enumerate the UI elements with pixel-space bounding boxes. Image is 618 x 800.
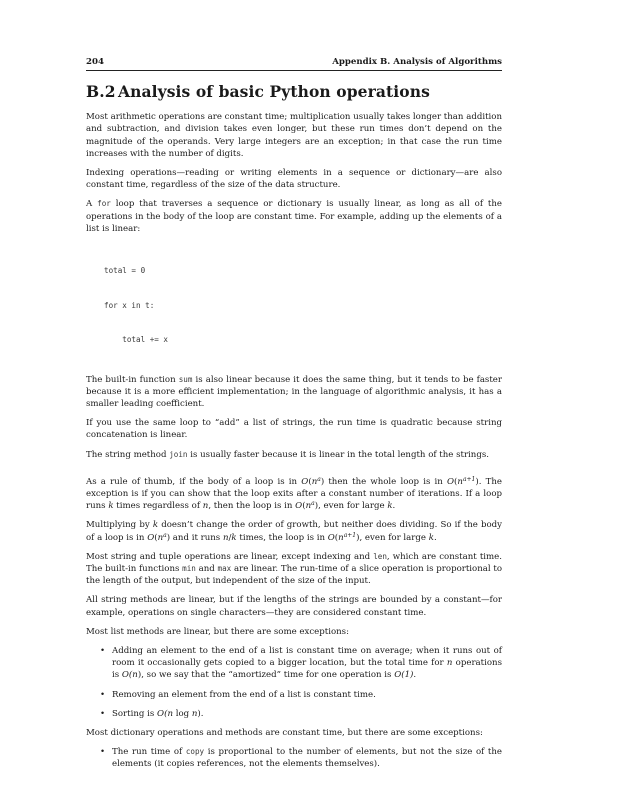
list-methods-exceptions <box>86 645 502 720</box>
section-title: Analysis of basic Python operations <box>118 82 430 102</box>
paragraph-for-loop: A for loop that traverses a sequence or dictionary is usually linear, as long as all of the operations in the body of the loop are constant time. For example, adding up the elements of a list is linear: <box>86 199 502 234</box>
running-title: Appendix B. Analysis of Algorithms <box>332 57 502 67</box>
list-dictionary-exceptions <box>86 746 502 770</box>
list-item: • The run time of copy is proportional to the number of elements, but not the size of the elements (it copies references, not the elements themselves). <box>112 746 502 770</box>
list-item: • Adding an element to the end of a list is constant time on average; when it runs out of room it occasionally gets copied to a bigger location, but the total time for n operations is O(n), so we say that the “amortized” time for one operation is O(1). <box>112 645 502 682</box>
page-number: 204 <box>86 57 104 67</box>
inline-code: sum <box>178 374 193 384</box>
code-line: total = 0 <box>104 266 146 276</box>
inline-code: max <box>217 563 232 573</box>
paragraph-string-tuple: Most string and tuple operations are linear, except indexing and len, which are constant time. The built-in functions min and max are linear. The run-time of a slice operation is proportional to the length of the output, but independent of the size of the input. <box>86 551 502 587</box>
page <box>86 56 502 778</box>
paragraph-string-add: If you use the same loop to “add” a list of strings, the run time is quadratic because string concatenation is linear. <box>86 418 502 441</box>
paragraph-string-methods: All string methods are linear, but if the lengths of the strings are bounded by a constant—for example, operations on single characters—they are considered constant time. <box>86 595 502 618</box>
section-heading <box>86 83 502 101</box>
paragraph-list-methods: Most list methods are linear, but there are some exceptions: <box>86 626 349 637</box>
inline-code: copy <box>185 747 205 757</box>
code-line: for x in t: <box>104 300 155 310</box>
inline-code: join <box>169 449 188 459</box>
paragraph-indexing: Indexing operations—reading or writing elements in a sequence or dictionary—are also constant time, regardless of the size of the data structure. <box>86 168 502 191</box>
paragraph-multiplying: Multiplying by k doesn’t change the order of growth, but neither does dividing. So if the body of a loop is in $O(n^a)$ and it runs n/k times, the loop is in $O(n^{a+1})$, even for large k. <box>86 520 502 543</box>
paragraph-join: The string method join is usually faster because it is linear in the total length of the strings. <box>86 449 489 460</box>
inline-code: min <box>182 563 196 573</box>
paragraph-rule-of-thumb: As a rule of thumb, if the body of a loop is in $O(n^a)$ then the whole loop is in $O(n^{a+1})$. The exception is if you can show that the loop exits after a constant number of iterations. If a loop runs k times regardless of n, then the loop is in $O(n^a)$, even for large k. <box>86 475 502 512</box>
running-header <box>86 56 502 71</box>
paragraph-sum: The built-in function sum is also linear because it does the same thing, but it tends to be faster because it is a more efficient implementation; in the language of algorithmic analysis, it has a smaller leading coefficient. <box>86 374 502 409</box>
list-item: • Removing an element from the end of a list is constant time. <box>112 689 502 701</box>
code-line: total += x <box>104 335 169 345</box>
section-number: B.2 <box>86 82 116 102</box>
code-block <box>104 242 502 369</box>
paragraph-arithmetic: Most arithmetic operations are constant time; multiplication usually takes longer than addition and subtraction, and division takes even longer, but these run times don’t depend on the magnitude of the operands. Very large integers are an exception; in that case the run time increases with the number of digits. <box>86 112 502 159</box>
inline-code: len <box>373 551 387 561</box>
paragraph-dictionary: Most dictionary operations and methods are constant time, but there are some exceptions: <box>86 728 483 738</box>
inline-code: for <box>97 199 111 209</box>
list-item: • Sorting is O(n log n). <box>112 708 502 720</box>
